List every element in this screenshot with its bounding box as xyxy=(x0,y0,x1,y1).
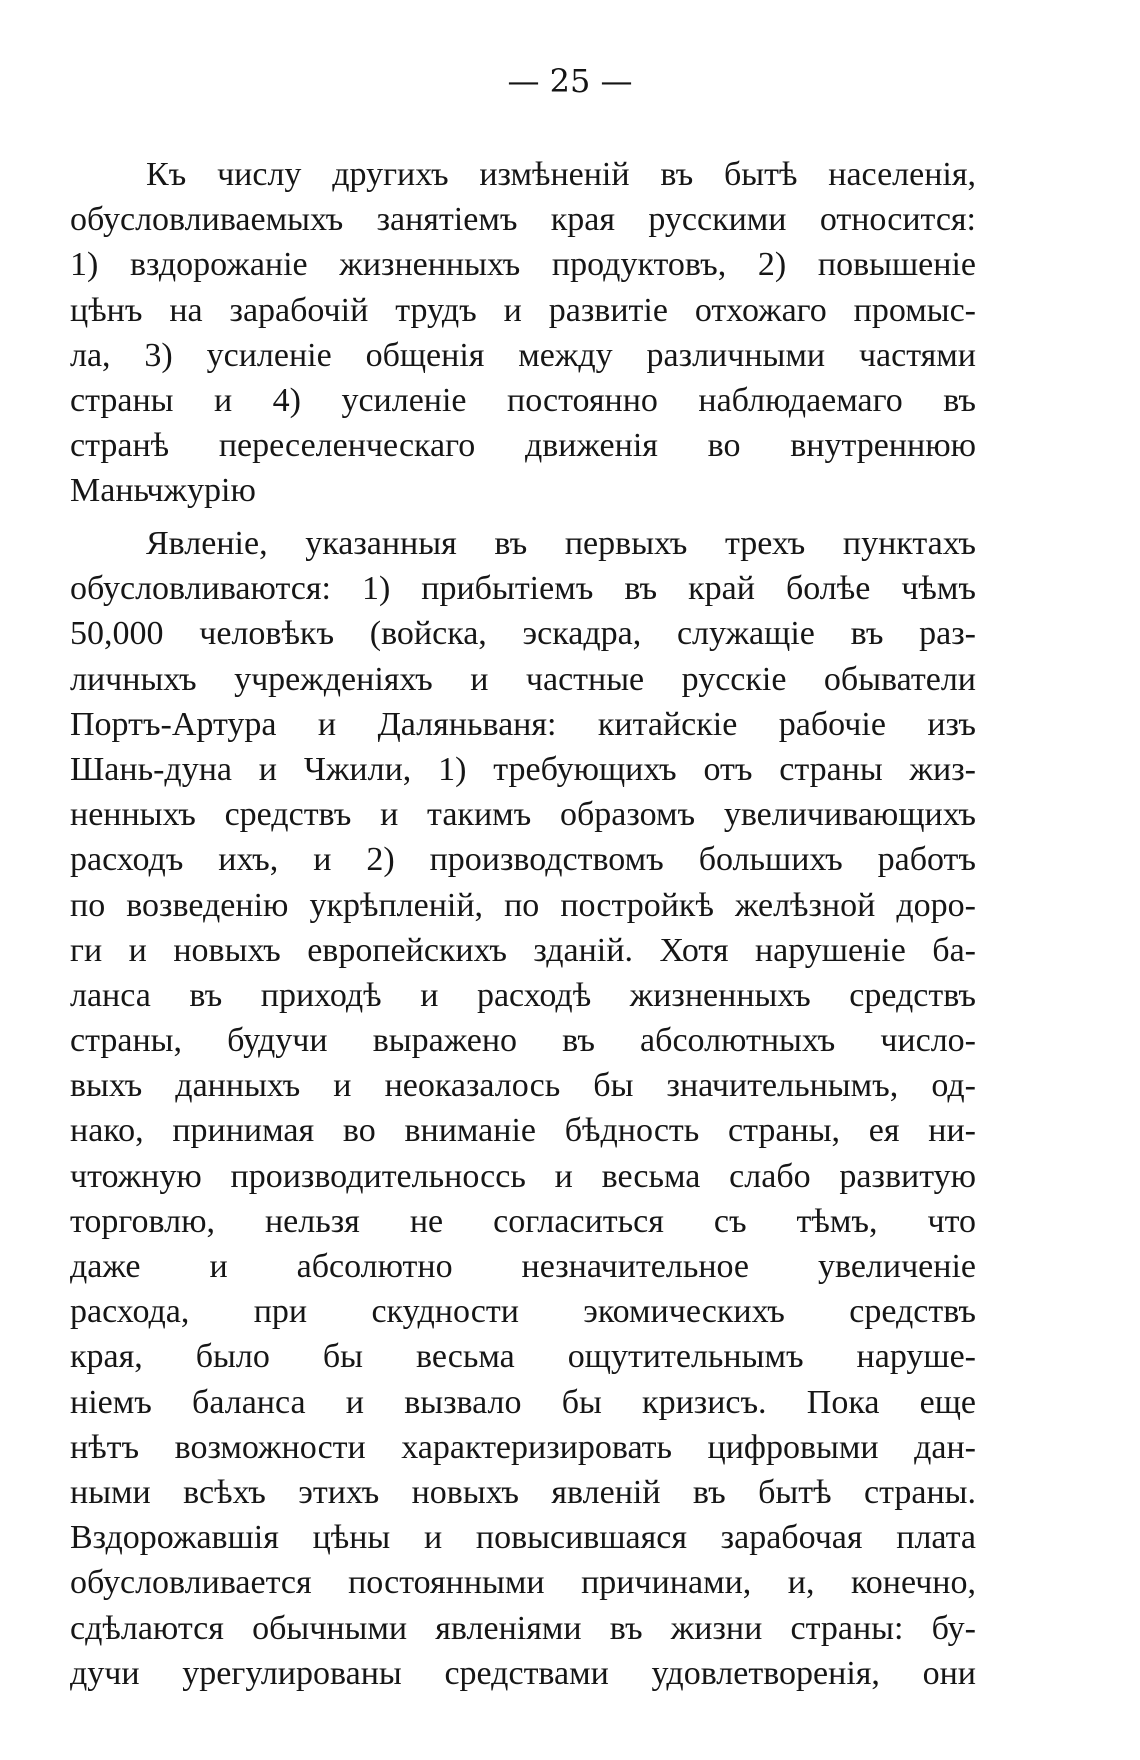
text-line: Портъ-Артура и Даляньваня: китайскіе рабочіе изъ xyxy=(70,705,976,743)
text-line: цѣнъ на зарабочій трудъ и развитіе отхожаго промыс- xyxy=(70,291,976,329)
paragraph-1 xyxy=(70,152,976,514)
text-line: ными всѣхъ этихъ новыхъ явленій въ бытѣ страны. xyxy=(70,1473,976,1511)
text-line: 50,000 человѣкъ (войска, эскадра, служащіе въ раз- xyxy=(70,615,976,653)
text-line: расхода, при скудности экомическихъ средствъ xyxy=(70,1293,976,1331)
text-line: ла, 3) усиленіе общенія между различными частями xyxy=(70,336,976,374)
text-line: странѣ переселенческаго движенія во внутреннюю xyxy=(70,427,976,465)
text-line: Явленіе, указанныя въ первыхъ трехъ пунктахъ xyxy=(146,525,976,562)
text-line: обусловливаемыхъ занятіемъ края русскими относится: xyxy=(70,201,976,239)
text-line: выхъ данныхъ и неоказалось бы значительнымъ, од- xyxy=(70,1067,976,1105)
text-line: обусловливаются: 1) прибытіемъ въ край болѣе чѣмъ xyxy=(70,570,976,608)
text-line: 1) вздорожаніе жизненныхъ продуктовъ, 2) повышеніе xyxy=(70,246,976,284)
text-line: личныхъ учрежденіяхъ и частные русскіе обыватели xyxy=(70,660,976,698)
text-line: торговлю, нельзя не согласиться съ тѣмъ, что xyxy=(70,1202,976,1240)
text-line: по возведенію укрѣпленій, по постройкѣ желѣзной доро- xyxy=(70,886,976,924)
text-line: края, было бы весьма ощутительнымъ наруше- xyxy=(70,1338,976,1376)
text-line: обусловливается постоянными причинами, и, конечно, xyxy=(70,1564,976,1602)
text-line: нѣтъ возможности характеризировать цифровыми дан- xyxy=(70,1428,976,1466)
page-number: — 25 — xyxy=(507,62,633,100)
text-line: дучи урегулированы средствами удовлетворенія, они xyxy=(70,1654,976,1692)
text-line: Маньчжурію xyxy=(70,472,256,510)
text-line: Къ числу другихъ измѣненій въ бытѣ населенія, xyxy=(146,156,976,193)
text-line: расходъ ихъ, и 2) производствомъ большихъ работъ xyxy=(70,841,976,879)
text-line: чтожную производительносcь и весьма слабо развитую xyxy=(70,1157,976,1195)
text-line: страны и 4) усиленіе постоянно наблюдаемаго въ xyxy=(70,381,976,419)
text-line: Вздорожавшія цѣны и повысившаяся зарабочая плата xyxy=(70,1519,976,1557)
text-line: ненныхъ средствъ и такимъ образомъ увеличивающихъ xyxy=(70,796,976,834)
text-line: ланса въ приходѣ и расходѣ жизненныхъ средствъ xyxy=(70,976,976,1014)
text-line: страны, будучи выражено въ абсолютныхъ числo- xyxy=(70,1022,976,1060)
text-line: ги и новыхъ европейскихъ зданій. Хотя нарушеніе ба- xyxy=(70,931,976,969)
paragraph-2 xyxy=(70,521,976,1696)
text-line: ніемъ баланса и вызвало бы кризисъ. Пока еще xyxy=(70,1383,976,1421)
text-line: сдѣлаются обычными явленіями въ жизни страны: бу- xyxy=(70,1609,976,1647)
text-line: даже и абсолютно незначительное увеличеніе xyxy=(70,1248,976,1285)
text-line: Шань-дуна и Чжили, 1) требующихъ отъ страны жиз- xyxy=(70,750,976,788)
text-line: нако, принимая во вниманіе бѣдность страны, ея ни- xyxy=(70,1112,976,1150)
